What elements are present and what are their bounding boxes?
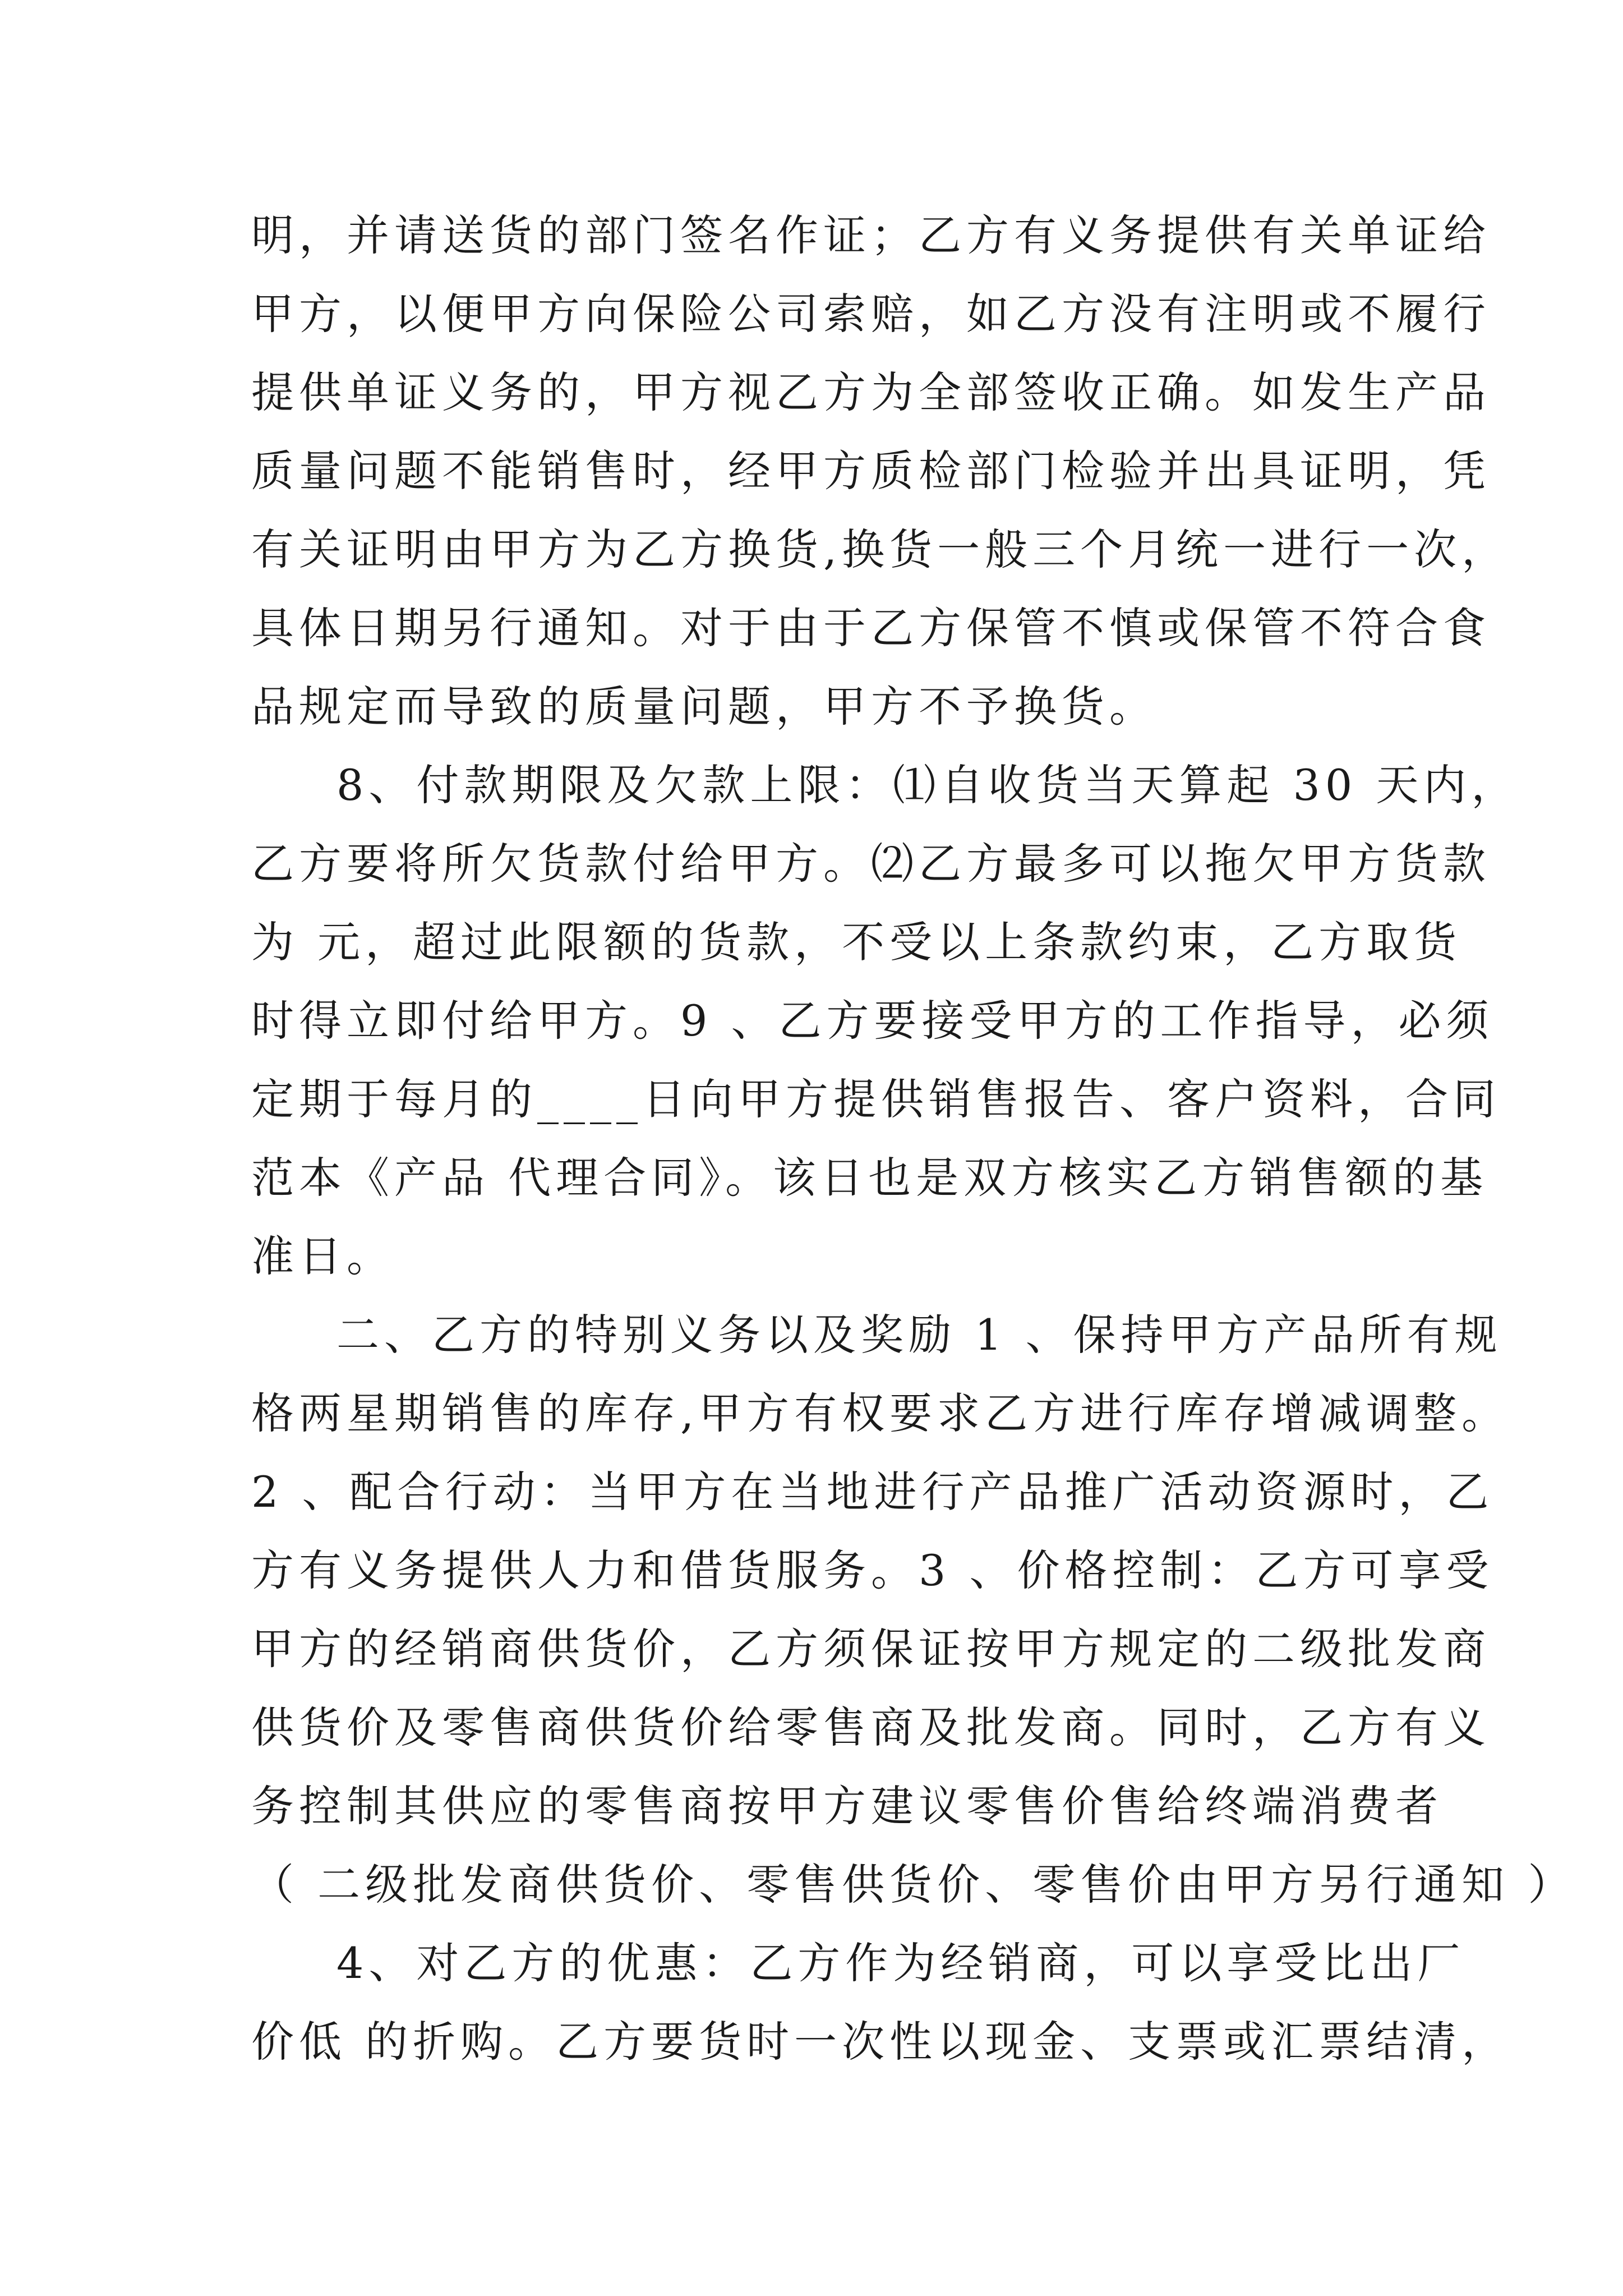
text-line: 方有义务提供人力和借货服务。3 、价格控制：乙方可享受 [251,1545,1494,1595]
text-line: 甲方，以便甲方向保险公司索赔，如乙方没有注明或不履行 [251,289,1491,339]
text-line: （ 二级批发商供货价、零售供货价、零售价由甲方另行通知 ） [251,1860,1576,1910]
text-line: 具体日期另行通知。对于由于乙方保管不慎或保管不符合食 [251,603,1491,653]
text-line: 明，并请送货的部门签名作证；乙方有义务提供有关单证给 [251,210,1491,260]
text-line: 供货价及零售商供货价给零售商及批发商。同时，乙方有义 [251,1703,1491,1752]
text-line: 时得立即付给甲方。9 、乙方要接受甲方的工作指导，必须 [251,996,1494,1046]
text-line: 提供单证义务的，甲方视乙方为全部签收正确。如发生产品 [251,367,1491,417]
text-line: 甲方的经销商供货价，乙方须保证按甲方规定的二级批发商 [251,1624,1491,1674]
paragraph-start-line: 4、对乙方的优惠：乙方作为经销商，可以享受比出厂 [336,1938,1465,1988]
text-line: 品规定而导致的质量问题，甲方不予换货。 [251,682,1157,731]
text-line: 格两星期销售的库存,甲方有权要求乙方进行库存增减调整。 [251,1388,1510,1438]
text-line: 为 元，超过此限额的货款，不受以上条款约束，乙方取货 [251,917,1462,967]
text-line: 准日。 [251,1231,394,1281]
paragraph-start-line: 8、付款期限及欠款上限：⑴自收货当天算起 30 天内， [336,760,1519,810]
text-line: 价低 的折购。乙方要货时一次性以现金、支票或汇票结清， [251,2017,1510,2067]
text-line: 有关证明由甲方为乙方换货,换货一般三个月统一进行一次， [251,524,1510,574]
text-line: 务控制其供应的零售商按甲方建议零售价售给终端消费者 [251,1781,1443,1831]
text-line: 乙方要将所欠货款付给甲方。⑵乙方最多可以拖欠甲方货款 [251,839,1491,889]
text-line: 定期于每月的____日向甲方提供销售报告、客户资料，合同 [251,1074,1501,1124]
text-line: 范本《产品 代理合同》。该日也是双方核实乙方销售额的基 [251,1153,1488,1203]
text-line: 2 、配合行动：当甲方在当地进行产品推广活动资源时，乙 [251,1467,1494,1517]
paragraph-start-line: 二、乙方的特别义务以及奖励 1 、保持甲方产品所有规 [336,1310,1502,1360]
text-line: 质量问题不能销售时，经甲方质检部门检验并出具证明，凭 [251,446,1491,496]
